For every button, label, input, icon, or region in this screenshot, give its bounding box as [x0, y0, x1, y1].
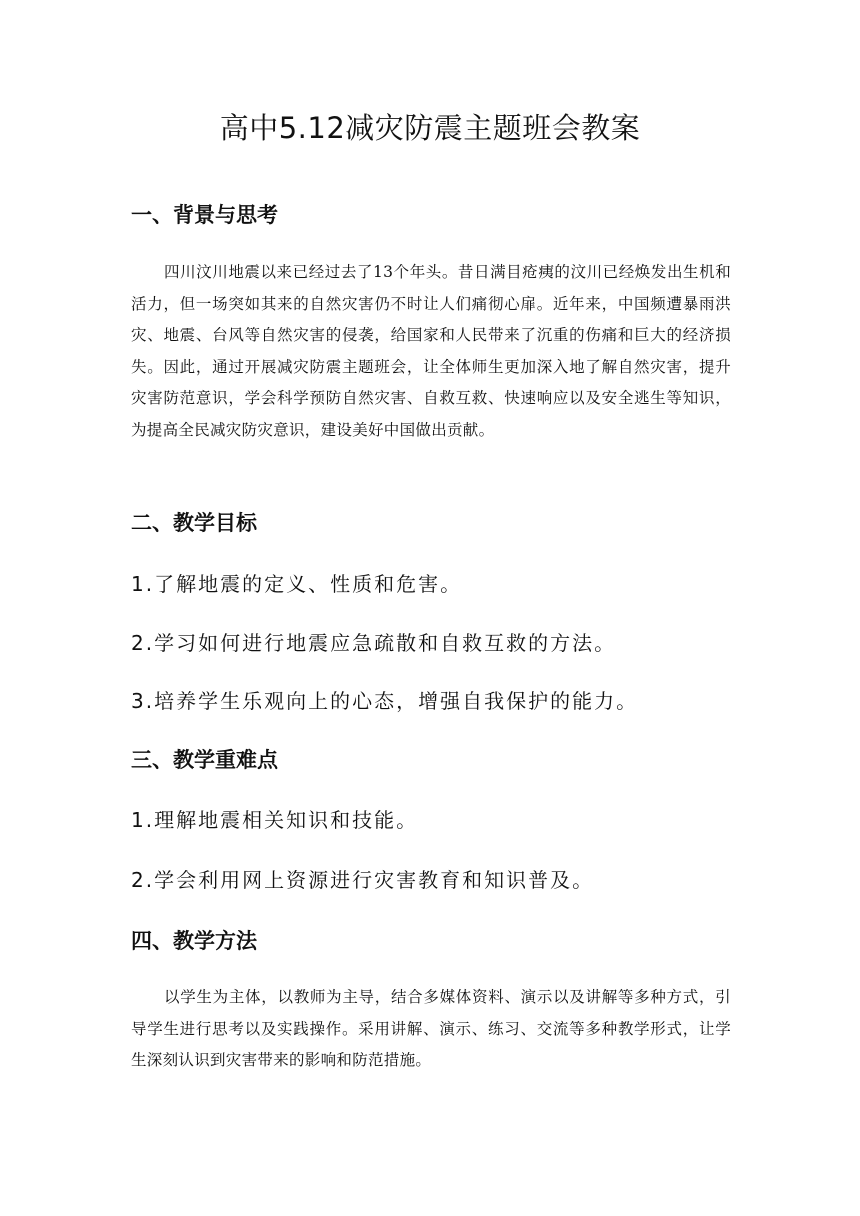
objective-item-2: 2.学习如何进行地震应急疏散和自救互救的方法。: [131, 631, 617, 655]
key-point-item-2: 2.学会利用网上资源进行灾害教育和知识普及。: [131, 868, 595, 892]
section-heading-methods: 四、教学方法: [131, 929, 257, 953]
section-paragraph-methods: 以学生为主体，以教师为主导，结合多媒体资料、演示以及讲解等多种方式，引导学生进行思考以及实践操作。采用讲解、演示、练习、交流等多种教学形式，让学生深刻认识到灾害带来的影响和防范措施。: [131, 988, 731, 1069]
section-heading-background: 一、背景与思考: [131, 203, 278, 227]
objective-item-3: 3.培养学生乐观向上的心态，增强自我保护的能力。: [131, 689, 639, 713]
section-paragraph-background: 四川汶川地震以来已经过去了13个年头。昔日满目疮痍的汶川已经焕发出生机和活力，但一场突如其来的自然灾害仍不时让人们痛彻心扉。近年来，中国频遭暴雨洪灾、地震、台风等自然灾害的侵袭，给国家和人民带来了沉重的伤痛和巨大的经济损失。因此，通过开展减灾防震主题班会，让全体师生更加深入地了解自然灾害，提升灾害防范意识，学会科学预防自然灾害、自救互救、快速响应以及安全逃生等知识，为提高全民减灾防灾意识，建设美好中国做出贡献。: [131, 263, 731, 439]
key-point-item-1: 1.理解地震相关知识和技能。: [131, 808, 419, 832]
objective-item-1: 1.了解地震的定义、性质和危害。: [131, 572, 463, 596]
document-title: 高中5.12减灾防震主题班会教案: [219, 111, 641, 145]
section-heading-objectives: 二、教学目标: [131, 511, 257, 535]
section-heading-key-points: 三、教学重难点: [131, 748, 278, 772]
